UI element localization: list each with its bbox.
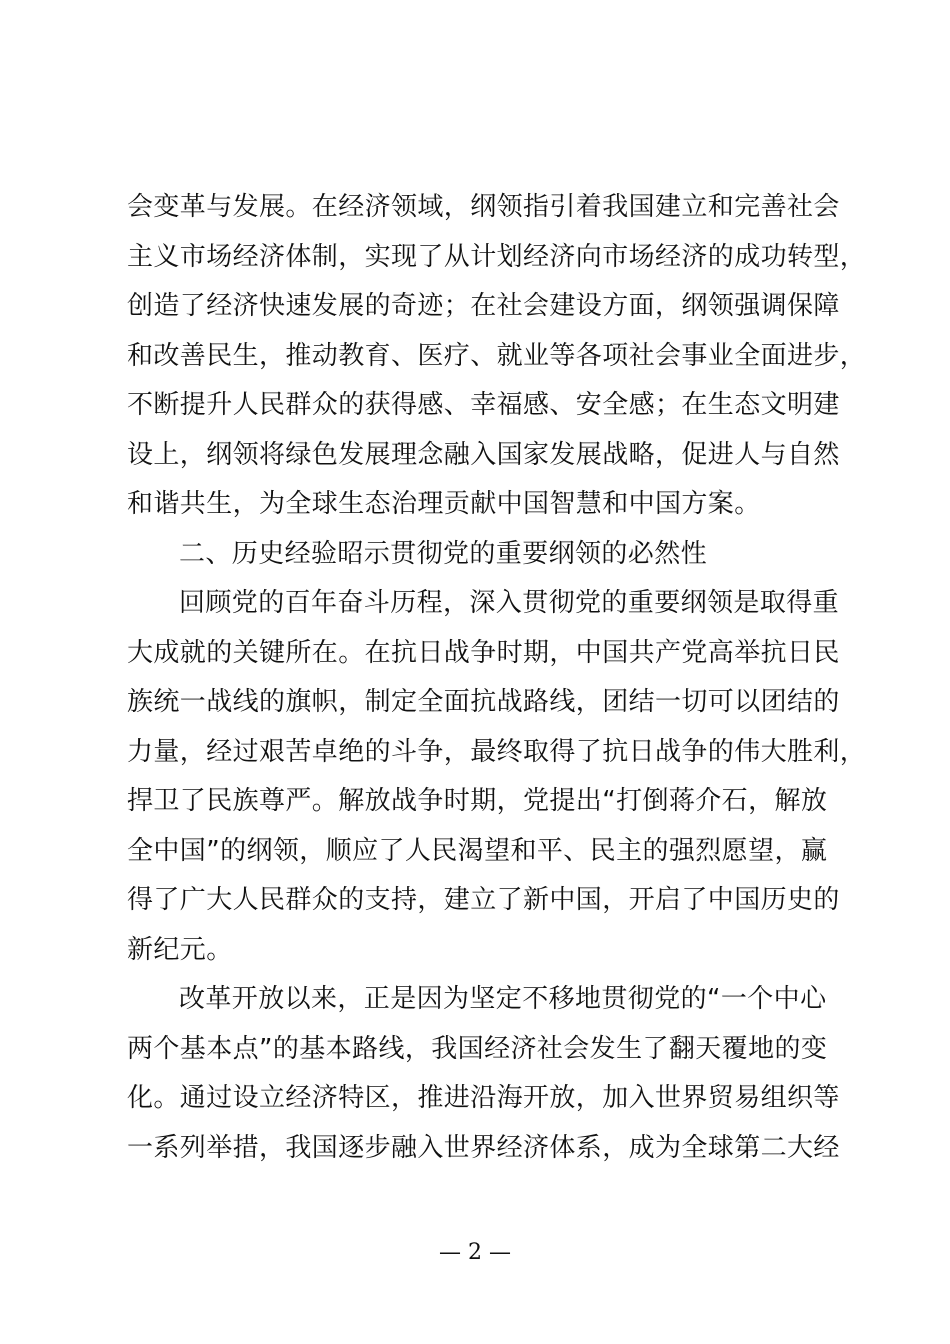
text-line: 主义市场经济体制，实现了从计划经济向市场经济的成功转型， xyxy=(127,242,867,272)
text-line: 族统一战线的旗帜，制定全面抗战路线，团结一切可以团结的 xyxy=(127,687,840,717)
text-line: 创造了经济快速发展的奇迹；在社会建设方面，纲领强调保障 xyxy=(127,291,840,321)
paragraph-start-line: 改革开放以来，正是因为坚定不移地贯彻党的“一个中心 xyxy=(179,984,827,1014)
text-line: 全中国”的纲领，顺应了人民渴望和平、民主的强烈愿望，赢 xyxy=(127,836,828,866)
paragraph-start-line: 回顾党的百年奋斗历程，深入贯彻党的重要纲领是取得重 xyxy=(179,588,840,618)
text-line: 力量，经过艰苦卓绝的斗争，最终取得了抗日战争的伟大胜利， xyxy=(127,737,867,767)
text-line: 设上，纲领将绿色发展理念融入国家发展战略，促进人与自然 xyxy=(127,440,840,470)
section-heading: 二、历史经验昭示贯彻党的重要纲领的必然性 xyxy=(179,539,708,569)
text-line: 捍卫了民族尊严。解放战争时期，党提出“打倒蒋介石，解放 xyxy=(127,786,828,816)
text-line: 两个基本点”的基本路线，我国经济社会发生了翻天覆地的变 xyxy=(127,1034,828,1064)
text-line: 一系列举措，我国逐步融入世界经济体系，成为全球第二大经 xyxy=(127,1133,840,1163)
text-line: 大成就的关键所在。在抗日战争时期，中国共产党高举抗日民 xyxy=(127,638,840,668)
text-line: 新纪元。 xyxy=(127,935,233,965)
page-number: — 2 — xyxy=(439,1240,511,1265)
text-line: 会变革与发展。在经济领域，纲领指引着我国建立和完善社会 xyxy=(127,192,840,222)
text-line: 化。通过设立经济特区，推进沿海开放，加入世界贸易组织等 xyxy=(127,1083,840,1113)
text-line: 得了广大人民群众的支持，建立了新中国，开启了中国历史的 xyxy=(127,885,840,915)
text-line: 不断提升人民群众的获得感、幸福感、安全感；在生态文明建 xyxy=(127,390,840,420)
text-line: 和谐共生，为全球生态治理贡献中国智慧和中国方案。 xyxy=(127,489,761,519)
text-line: 和改善民生，推动教育、医疗、就业等各项社会事业全面进步， xyxy=(127,341,867,371)
